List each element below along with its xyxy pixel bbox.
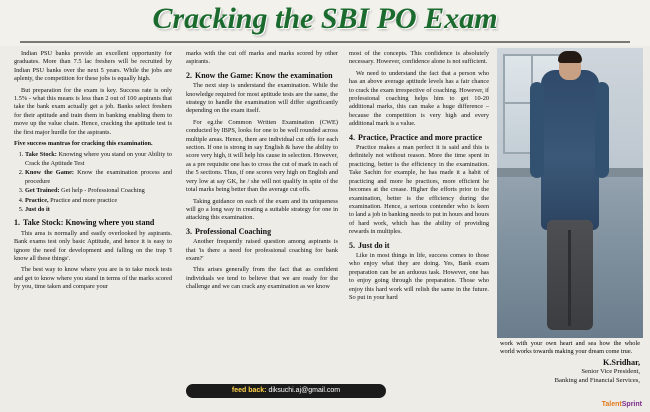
paragraph: This area is normally and easily overlooked by aspirants. Bank exams test only basic Aptitude, and hence it is easy to ignore the need for development and falling on the trap 'I know all these things'. bbox=[14, 229, 172, 262]
paragraph: The next step is understand the examination. While the knowledge required for most aptitude tests are the same, the strategy to handle the examination will differ significantly depending on the exam itself. bbox=[186, 82, 338, 115]
mantras-list bbox=[14, 151, 172, 214]
photo-person-arm-left bbox=[530, 82, 544, 178]
section-title: Know the Game: Know the examination bbox=[195, 70, 333, 80]
title-banner bbox=[0, 0, 650, 46]
mantra-label: Get Trained: bbox=[25, 187, 60, 195]
section-number: 4. bbox=[349, 132, 355, 142]
section-number: 2. bbox=[186, 70, 192, 80]
article-column-4 bbox=[500, 340, 640, 357]
paragraph: marks with the cut off marks and marks scored by other aspirants. bbox=[186, 50, 338, 66]
article-column-2 bbox=[186, 50, 338, 295]
mantras-heading: Five success mantras for cracking this examination. bbox=[14, 140, 153, 148]
mantra-text: Know the examination process and procedure bbox=[25, 169, 172, 185]
article-column-3 bbox=[349, 50, 489, 305]
section-title: Just do it bbox=[358, 240, 390, 250]
section-heading-1 bbox=[14, 218, 172, 227]
section-title: Practice, Practice and more practice bbox=[358, 132, 483, 142]
author-department: Banking and Financial Services, bbox=[554, 377, 640, 384]
mantra-label: Practice, bbox=[25, 196, 49, 204]
mantra-label: Take Stock: bbox=[25, 151, 57, 159]
title-divider bbox=[20, 41, 630, 43]
list-item bbox=[25, 151, 172, 168]
mantra-label: Know the Game: bbox=[25, 169, 74, 177]
section-number: 3. bbox=[186, 226, 192, 236]
author-credit bbox=[500, 358, 640, 385]
student-photo bbox=[497, 48, 643, 338]
author-name: K.Sridhar, bbox=[602, 358, 640, 367]
paragraph: work with your own heart and sea how the whole world works towards making your dream come true. bbox=[500, 340, 640, 356]
photo-person-legs bbox=[547, 220, 593, 330]
mantra-text: Knowing where you stand on your Ability to Crack the Aptitude Test bbox=[25, 151, 172, 167]
section-number: 5. bbox=[349, 240, 355, 250]
section-heading-5 bbox=[349, 241, 489, 250]
feedback-email[interactable]: diksuchi.aj@gmail.com bbox=[268, 387, 341, 394]
paragraph: Practice makes a man perfect it is said and this is definitely not without reason. More the time spent in practicing, better is the efficiency in the examination. Take Sachin for example, he has made it a habit of practicing and more he practices, more efficient he becomes at the crease. Higher the efforts prior to the examination, better is the efficiency during the examination. Hence, a serious contender who is keen to land a job in banking needs to put in hours and hours of hard work, which has the ability of providing rewards in multiples. bbox=[349, 144, 489, 236]
feedback-bar[interactable] bbox=[186, 384, 386, 398]
logo-part-2: Sprint bbox=[621, 401, 642, 408]
paragraph: For eg.the Common Written Examination (CWE) conducted by IBPS, looks for one to be well rounded across multiple areas. Hence, there are individual cut offs for each section. If one is strong in say English & have the ability to score very high, it will help his cause in selection. However, as a pre requisite one has to cross the cut of mark in each of the 5 sections. Thus, if one scores very high on English and very low at say GK, he / she will not qualify in spite of the total marks being better than the average cut offs. bbox=[186, 118, 338, 194]
section-title: Take Stock: Knowing where you stand bbox=[23, 218, 155, 228]
list-item bbox=[25, 197, 172, 205]
section-heading-3 bbox=[186, 227, 338, 236]
photo-person-hair bbox=[558, 51, 582, 63]
mantra-label: Just do it bbox=[25, 205, 50, 213]
paragraph: most of the concepts. This confidence is absolutely necessary. However, confidence alone is not sufficient. bbox=[349, 50, 489, 66]
paragraph: Another frequently raised question among aspirants is that 'is there a need for professional coaching for bank exam?' bbox=[186, 238, 338, 262]
page-title: Cracking the SBI PO Exam bbox=[152, 2, 498, 35]
talentsprint-logo bbox=[602, 401, 642, 408]
paragraph: This arises generally from the fact that as confident individuals we tend to believe that we are ready for the challenge and we can crack any examination as we know bbox=[186, 266, 338, 291]
paragraph: Taking guidance on each of the exam and its uniqueness will go a long way in creating a suitable strategy for one in attacking this examination. bbox=[186, 197, 338, 222]
section-heading-2 bbox=[186, 71, 338, 80]
author-title: Senior Vice President, bbox=[581, 368, 640, 375]
paragraph: But preparation for the exam is key. Success rate is only 1.5% - what this means is less than 2 out of 100 aspirants that take the bank exam actually get a job. Banks select freshers for their aptitude and train them in banking enabling them to move up the value chain. Hence, cracking the aptitude test is the first major hurdle for the aspirants. bbox=[14, 86, 172, 136]
paragraph: We need to understand the fact that a person who has an above average aptitude levels has a fair chance to crack the exam irrespective of coaching. However, if professional coaching helps him to get 10-20 additional marks, this can make a huge difference – because the competition is very high and every additional mark is a value. bbox=[349, 69, 489, 128]
logo-part-1: Talent bbox=[601, 401, 622, 408]
feedback-label: feed back: bbox=[231, 387, 267, 394]
article-column-1 bbox=[14, 50, 172, 295]
paragraph: The best way to know where you are is to take mock tests and get to know where you stand in terms of the marks scored by you, time taken and compare your bbox=[14, 266, 172, 291]
photo-person-body bbox=[541, 70, 599, 230]
mantra-text: Practice and more practice bbox=[48, 196, 118, 204]
section-title: Professional Coaching bbox=[195, 226, 272, 236]
list-item bbox=[25, 169, 172, 186]
paragraph: Like in most things in life, success comes to those who enjoy what they are doing. Yes, Bank exam preparation can be an arduous task. However, one has to enjoy going through the preparation. Those who enjoy this hard work will relish the same in the future. So put in your hard bbox=[349, 251, 489, 301]
list-item bbox=[25, 187, 172, 195]
paragraph: Indian PSU banks provide an excellent opportunity for graduates. More than 7.5 lac freshers will be recruited by Indian PSU banks over the next 5 years. While the jobs are aplenty, the competition for these jobs is equally high. bbox=[14, 50, 172, 83]
section-heading-4 bbox=[349, 133, 489, 142]
mantra-text: Get help - Professional Coaching bbox=[59, 187, 145, 195]
section-number: 1. bbox=[14, 218, 20, 228]
photo-person-arm-right bbox=[595, 82, 609, 178]
list-item bbox=[25, 206, 172, 214]
